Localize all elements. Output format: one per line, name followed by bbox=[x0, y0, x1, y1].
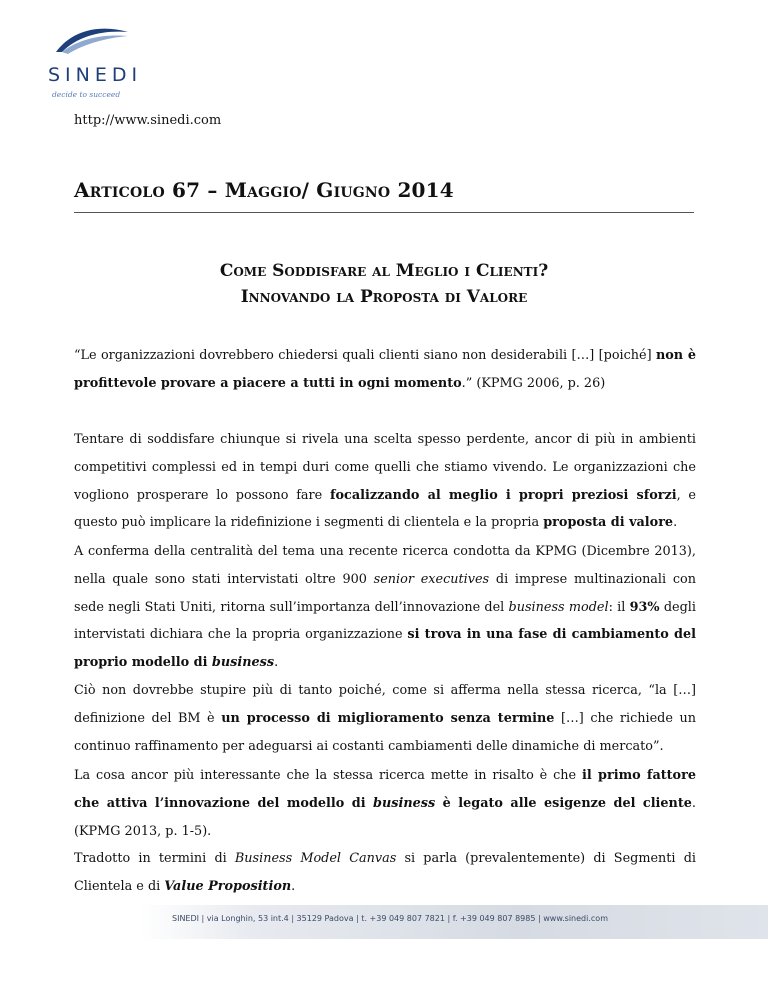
article-title: Articolo 67 – Maggio/ Giugno 2014 bbox=[74, 178, 454, 202]
footer-contact: SINEDI | via Longhin, 53 int.4 | 35129 Padova | t. +39 049 807 7821 | f. +39 049 807 8985 | www.sinedi.com bbox=[172, 914, 608, 923]
title-divider bbox=[74, 212, 694, 213]
text-run: […] che richiede un continuo raffinamento per adeguarsi ai costanti cambiamenti delle dinamiche di mercato”. bbox=[74, 710, 696, 754]
text-run: Tradotto in termini di bbox=[74, 851, 235, 867]
text-run: .” (KPMG 2006, p. 26) bbox=[461, 375, 606, 391]
text-run: business model bbox=[508, 599, 609, 615]
logo-tagline: decide to succeed bbox=[52, 90, 121, 99]
paragraph-canvas bbox=[74, 845, 696, 901]
text-run: Value Proposition bbox=[164, 879, 292, 895]
paragraph-quote bbox=[74, 342, 696, 398]
text-run: degli intervistati dichiara che la propria organizzazione bbox=[74, 599, 696, 643]
text-run: La cosa ancor più interessante che la stessa ricerca mette in risalto è che bbox=[74, 768, 583, 783]
body-block-2 bbox=[74, 426, 696, 537]
paragraph-customer-factor bbox=[74, 762, 696, 845]
heading-line-2: Innovando la Proposta di Valore bbox=[240, 287, 528, 307]
text-run: si parla (prevalentemente) di Segmenti di Clientela e di bbox=[74, 851, 696, 895]
text-run: . (KPMG 2013, p. 1-5). bbox=[74, 795, 696, 839]
paragraph-bm-process bbox=[74, 677, 696, 760]
text-run: . bbox=[673, 515, 678, 531]
text-run: senior executives bbox=[373, 571, 490, 587]
text-run: Ciò non dovrebbe stupire più di tanto poiché, come si afferma nella stessa ricerca, “la […] definizione del BM è bbox=[74, 682, 696, 726]
text-run: business bbox=[373, 795, 436, 811]
text-run: Tentare di soddisfare chiunque si rivela una scelta spesso perdente, ancor di più in ambienti competitivi complessi ed in tempi duri come quelli che stiamo vivendo. Le organizzazioni che vogliono prosperare lo possono fare bbox=[74, 432, 696, 503]
website-url[interactable]: http://www.sinedi.com bbox=[74, 113, 222, 128]
body-block-1 bbox=[74, 342, 696, 398]
text-run: . bbox=[274, 655, 279, 671]
heading-line-1: Come Soddisfare al Meglio i Clienti? bbox=[219, 261, 549, 281]
text-run: 93% bbox=[629, 599, 660, 615]
sinedi-logo bbox=[30, 22, 150, 102]
text-run: focalizzando al meglio i propri preziosi sforzi bbox=[330, 487, 677, 503]
text-run: “Le organizzazioni dovrebbero chiedersi quali clienti siano non desiderabili […] [poiché] bbox=[74, 348, 656, 363]
paragraph-research bbox=[74, 538, 696, 677]
text-run: si trova in una fase di cambiamento del proprio modello di bbox=[74, 627, 697, 671]
text-run: proposta di valore bbox=[543, 515, 674, 531]
text-run: . bbox=[291, 879, 296, 895]
text-run: business bbox=[211, 655, 275, 671]
text-run: il primo fattore che attiva l’innovazione del modello di bbox=[74, 768, 696, 811]
text-run: di imprese multinazionali con sede negli Stati Uniti, ritorna sull’importanza dell’innovazione del bbox=[74, 571, 697, 615]
article-heading bbox=[74, 258, 694, 310]
text-run: è legato alle esigenze del cliente bbox=[435, 795, 692, 811]
text-run: Business Model Canvas bbox=[234, 851, 397, 867]
wave-logo-icon bbox=[52, 22, 132, 62]
logo-wordmark: SINEDI bbox=[48, 64, 143, 86]
body-block-3 bbox=[74, 538, 696, 760]
text-run: un processo di miglioramento senza termine bbox=[221, 710, 555, 726]
body-block-4 bbox=[74, 762, 696, 901]
paragraph-intro bbox=[74, 426, 696, 537]
text-run: non è profittevole provare a piacere a tutti in ogni momento bbox=[74, 348, 696, 391]
text-run: : il bbox=[608, 599, 630, 615]
text-run: A conferma della centralità del tema una recente ricerca condotta da KPMG (Dicembre 2013), nella quale sono stati intervistati oltre 900 bbox=[74, 544, 696, 587]
text-run: , e questo può implicare la ridefinizione i segmenti di clientela e la propria bbox=[74, 487, 696, 531]
